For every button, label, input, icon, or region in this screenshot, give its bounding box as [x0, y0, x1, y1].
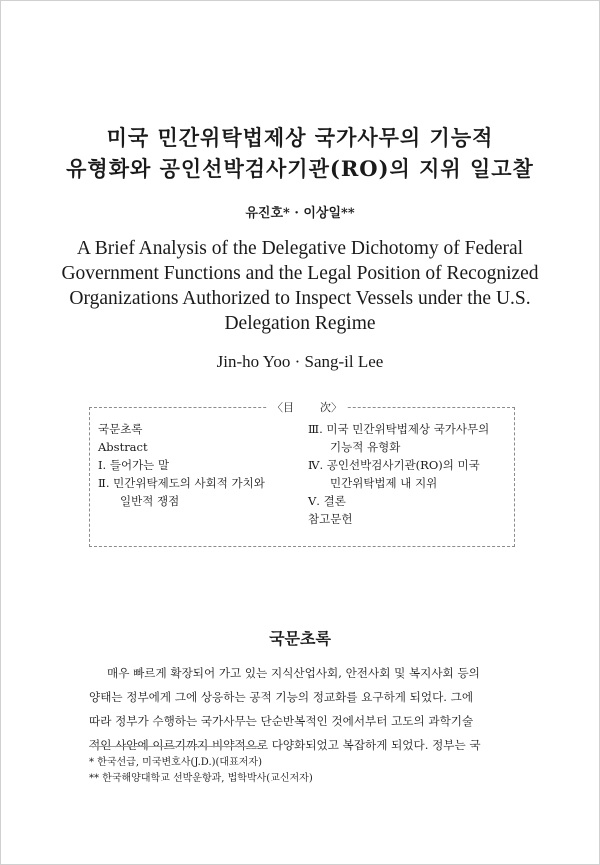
toc-item-continuation: 기능적 유형화	[330, 440, 401, 454]
toc-item: 참고문헌	[308, 512, 353, 526]
abstract-body	[89, 661, 513, 757]
toc-right-column	[308, 420, 508, 528]
toc-item-continuation: 일반적 쟁점	[120, 494, 180, 508]
title-korean-line1: 미국 민간위탁법제상 국가사무의 기능적	[106, 125, 494, 150]
footnote-corresponding-author: ** 한국해양대학교 선박운항과, 법학박사(교신저자)	[89, 773, 313, 784]
toc-heading-right: 次〉	[320, 401, 342, 414]
table-of-contents	[89, 401, 515, 547]
toc-item: Ⅳ. 공인선박검사기관(RO)의 미국	[308, 458, 480, 472]
toc-item: Ⅰ. 들어가는 말	[98, 458, 170, 472]
footnote-first-author: * 한국선급, 미국변호사(J.D.)(대표저자)	[89, 757, 262, 768]
toc-heading-left: 〈目	[272, 401, 294, 414]
title-english-line2: Government Functions and the Legal Position of Recognized	[61, 263, 539, 284]
body-line: 적인 사안에 이르기까지 비약적으로 다양화되었고 복잡하게 되었다. 정부는 국	[89, 738, 481, 752]
toc-left-column	[98, 420, 298, 510]
authors-english: Jin-ho Yoo · Sang-il Lee	[216, 352, 384, 371]
title-english-line1: A Brief Analysis of the Delegative Dichotomy of Federal	[76, 238, 524, 259]
authors-korean: 유진호* · 이상일**	[245, 206, 355, 221]
footnote-divider	[89, 746, 259, 747]
toc-item: Ⅴ. 결론	[308, 494, 346, 508]
title-english-line3: Organizations Authorized to Inspect Vessels under the U.S.	[69, 288, 531, 309]
title-english-line4: Delegation Regime	[224, 313, 376, 334]
toc-heading	[268, 399, 346, 415]
toc-item: Abstract	[98, 440, 148, 454]
toc-item: Ⅲ. 미국 민간위탁법제상 국가사무의	[308, 422, 490, 436]
toc-item-continuation: 민간위탁법제 내 지위	[330, 476, 438, 490]
body-line: 매우 빠르게 확장되어 가고 있는 지식산업사회, 안전사회 및 복지사회 등의	[107, 666, 480, 680]
toc-item: Ⅱ. 민간위탁제도의 사회적 가치와	[98, 476, 265, 490]
body-line: 따라 정부가 수행하는 국가사무는 단순반복적인 것에서부터 고도의 과학기술	[89, 714, 474, 728]
toc-item: 국문초록	[98, 422, 143, 436]
title-korean-line2: 유형화와 공인선박검사기관(RO)의 지위 일고찰	[66, 156, 534, 181]
section-heading-abstract: 국문초록	[269, 629, 331, 648]
body-line: 양태는 정부에게 그에 상응하는 공적 기능의 정교화를 요구하게 되었다. 그에	[89, 690, 474, 704]
